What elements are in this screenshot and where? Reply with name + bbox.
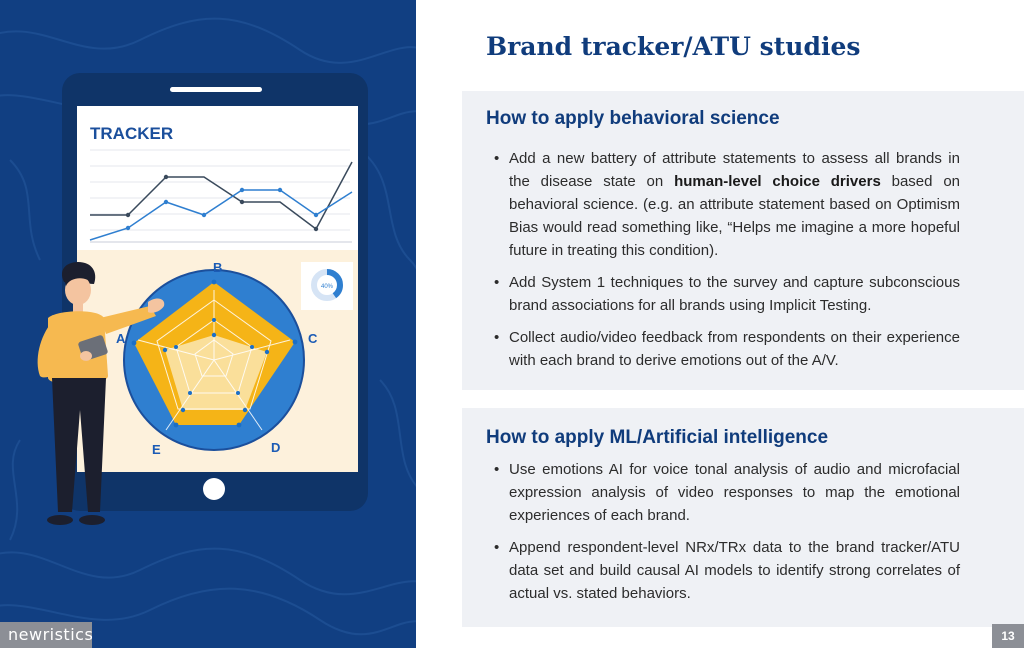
ml-ai-list bbox=[494, 458, 960, 614]
list-item: • Add System 1 techniques to the survey and capture subconscious brand associations for all brands using Implicit Testing. bbox=[494, 274, 960, 314]
bullet-text: Collect audio/video feedback from respondents on their experience with each brand to derive emotions out of the A/V. bbox=[509, 329, 960, 369]
bullet-emphasis: human-level choice drivers bbox=[674, 173, 881, 190]
behavioral-science-heading: How to apply behavioral science bbox=[486, 108, 780, 129]
tracker-illustration bbox=[0, 0, 416, 648]
radar-label-c: C bbox=[308, 331, 318, 346]
bullet-text: Add a new battery of attribute statements to assess all brands in the disease state on bbox=[509, 150, 960, 190]
radar-label-a: A bbox=[116, 331, 126, 346]
bullet-text: Append respondent-level NRx/TRx data to the brand tracker/ATU data set and build causal AI models to identify strong correlates of actual vs. stated behaviors. bbox=[509, 539, 960, 602]
list-item: • Use emotions AI for voice tonal analysis of audio and microfacial expression analysis of video responses to map the emotional experiences of each brand. bbox=[494, 461, 960, 524]
tracker-label: TRACKER bbox=[90, 124, 174, 143]
list-item: • Collect audio/video feedback from respondents on their experience with each brand to derive emotions out of the A/V. bbox=[494, 329, 960, 369]
bullet-text: Add System 1 techniques to the survey and capture subconscious brand associations for all brands using Implicit Testing. bbox=[509, 274, 960, 314]
radar-label-e: E bbox=[152, 442, 161, 457]
list-item: • Append respondent-level NRx/TRx data to the brand tracker/ATU data set and build causal AI models to identify strong correlates of actual vs. stated behaviors. bbox=[494, 539, 960, 602]
list-item: • Add a new battery of attribute statements to assess all brands in the disease state on human-level choice drivers based on behavioral science. (e.g. an attribute statement based on Optimism Bias would read something like, “Helps me imagine a more hopeful future in treating this condition). bbox=[494, 150, 960, 259]
tablet-home-button bbox=[203, 478, 225, 500]
radar-label-b: B bbox=[213, 260, 223, 275]
ml-ai-heading: How to apply ML/Artificial intelligence bbox=[486, 427, 829, 448]
page-number: 13 bbox=[992, 624, 1024, 648]
behavioral-science-list bbox=[494, 147, 960, 381]
ml-ai-card bbox=[462, 408, 1024, 627]
page-title: Brand tracker/ATU studies bbox=[486, 32, 861, 61]
tablet-speaker bbox=[170, 87, 262, 92]
illustration-panel bbox=[0, 0, 416, 648]
bullet-text: based on behavioral science. (e.g. an attribute statement based on Optimism Bias would read something like, “Helps me imagine a more hopeful future in treating this condition). bbox=[509, 173, 960, 259]
bullet-text: Use emotions AI for voice tonal analysis of audio and microfacial expression analysis of video responses to map the emotional experiences of each brand. bbox=[509, 461, 960, 524]
behavioral-science-card bbox=[462, 91, 1024, 390]
newristics-logo: newristics bbox=[0, 622, 92, 648]
radar-label-d: D bbox=[271, 440, 281, 455]
donut-value: 40% bbox=[320, 284, 334, 290]
